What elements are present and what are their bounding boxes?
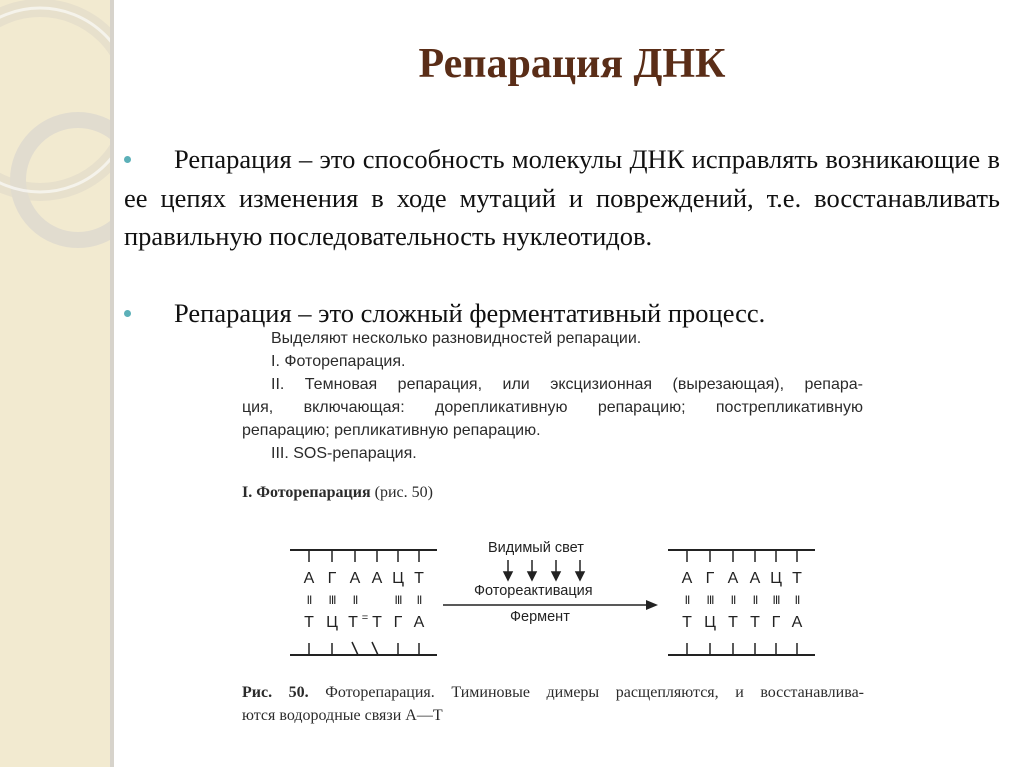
dimer-mark: = xyxy=(361,612,369,624)
nucleotide: А xyxy=(791,614,803,631)
caption-line-2: ются водородные связи А—Т xyxy=(242,707,443,724)
nucleotide: Т xyxy=(372,614,382,631)
hydrogen-bond: II xyxy=(416,593,422,607)
hydrogen-bond: II xyxy=(306,593,312,607)
hydrogen-bond: II xyxy=(352,593,358,607)
bullet-text-2: Репарация – это сложный ферментативный процесс. xyxy=(174,298,766,328)
light-label: Видимый свет xyxy=(488,540,584,556)
section-heading-ref: (рис. 50) xyxy=(370,484,433,501)
nucleotide: А xyxy=(749,570,761,587)
hydrogen-bond: III xyxy=(394,593,402,607)
nucleotide: Т xyxy=(414,570,424,587)
nucleotide: А xyxy=(371,570,383,587)
hydrogen-bond: III xyxy=(706,593,714,607)
nucleotide: Г xyxy=(393,614,403,631)
hydrogen-bond: III xyxy=(772,593,780,607)
caption-label: Рис. 50. xyxy=(242,684,309,701)
bullet-text-1: Репарация – это способность молекулы ДНК исправлять возникающие в ее цепях изменения в ходе мутаций и повреждений, т.е. восстанавливать правильную последовательность нуклеотидов. xyxy=(124,144,1000,251)
nucleotide: Т xyxy=(792,570,802,587)
process-label: Фотореактивация xyxy=(474,583,593,599)
scan-item-2-line-3: репарацию; репликативную репарацию. xyxy=(242,422,541,439)
nucleotide: А xyxy=(413,614,425,631)
scan-item-2-line-1: II. Темновая репарация, или эксцизионная (вырезающая), репара- xyxy=(271,376,863,393)
caption-text-1: Фоторепарация. Тиминовые димеры расщепляются, и восстанавлива- xyxy=(308,684,865,701)
nucleotide: Ц xyxy=(770,570,782,587)
nucleotide: Г xyxy=(771,614,781,631)
scan-item-3: III. SOS-репарация. xyxy=(271,445,417,462)
scan-item-1: I. Фоторепарация. xyxy=(271,353,406,370)
nucleotide: Т xyxy=(750,614,760,631)
nucleotide: Г xyxy=(327,570,337,587)
nucleotide: А xyxy=(681,570,693,587)
caption-line-1 xyxy=(242,684,864,702)
hydrogen-bond: III xyxy=(328,593,336,607)
enzyme-label: Фермент xyxy=(510,609,570,625)
hydrogen-bond: II xyxy=(684,593,690,607)
hydrogen-bond: II xyxy=(752,593,758,607)
nucleotide: А xyxy=(303,570,315,587)
nucleotide: Ц xyxy=(326,614,338,631)
nucleotide: Г xyxy=(705,570,715,587)
nucleotide: Т xyxy=(348,614,358,631)
scan-item-2-line-2: ция, включающая: дорепликативную репарацию; пострепликативную xyxy=(242,399,863,416)
slide-title: Репарация ДНК xyxy=(418,41,726,87)
scan-intro: Выделяют несколько разновидностей репарации. xyxy=(271,330,642,347)
nucleotide: Т xyxy=(304,614,314,631)
nucleotide: Ц xyxy=(704,614,716,631)
nucleotide: А xyxy=(727,570,739,587)
nucleotide: Т xyxy=(682,614,692,631)
section-heading-bold: I. Фоторепарация xyxy=(242,484,371,501)
nucleotide: Ц xyxy=(392,570,404,587)
nucleotide: Т xyxy=(728,614,738,631)
hydrogen-bond: II xyxy=(730,593,736,607)
nucleotide: А xyxy=(349,570,361,587)
hydrogen-bond: II xyxy=(794,593,800,607)
